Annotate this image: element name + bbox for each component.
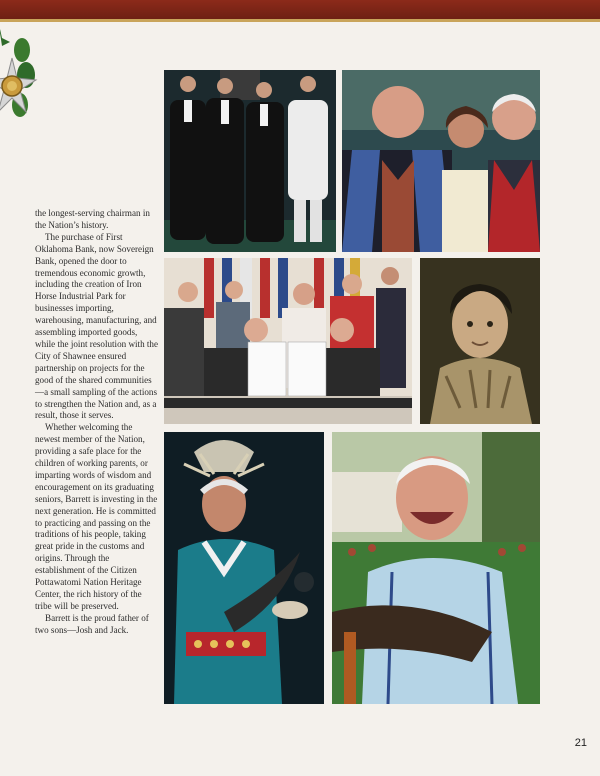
star-medallion-icon xyxy=(0,20,48,130)
article-paragraph: The purchase of First Oklahoma Bank, now Sovereign Bank, opened the door to tremendous economic growth, including the creation of Iron Horse Industrial Park for businesses importing, warehousing, manufacturing, and assembling imported goods, while the joint resolution with the City of Shawnee ensured partnership on projects for the good of the shared communities—a small sampling of the actions to strengthen the Nation and, as a result, those it serves. xyxy=(35,231,159,421)
page-number: 21 xyxy=(574,737,587,749)
article-body xyxy=(35,208,159,637)
top-decorative-band xyxy=(0,0,600,19)
article-paragraph: the longest-serving chairman in the Nation’s history. xyxy=(35,208,150,230)
group-formal-portrait-photo xyxy=(164,70,336,252)
outdoor-laughing-portrait-photo xyxy=(332,432,540,704)
article-paragraph: Barrett is the proud father of two sons—Josh and Jack. xyxy=(35,612,149,635)
smiling-group-closeup-photo xyxy=(342,70,540,252)
resolution-signing-photo xyxy=(164,258,412,424)
article-paragraph: Whether welcoming the newest member of the Nation, providing a safe place for the children of working parents, or imparting words of wisdom and encouragement on its graduating seniors, Barrett is investing in the next generation. He is committed to practicing and passing on the traditions of his people, taking great pride in the customs and origins. Through the establishment of the Citizen Pottawatomi Nation Heritage Center, the rich history of the tribe will be preserved. xyxy=(35,422,158,611)
regalia-portrait-photo xyxy=(164,432,324,704)
childhood-portrait-photo xyxy=(420,258,540,424)
